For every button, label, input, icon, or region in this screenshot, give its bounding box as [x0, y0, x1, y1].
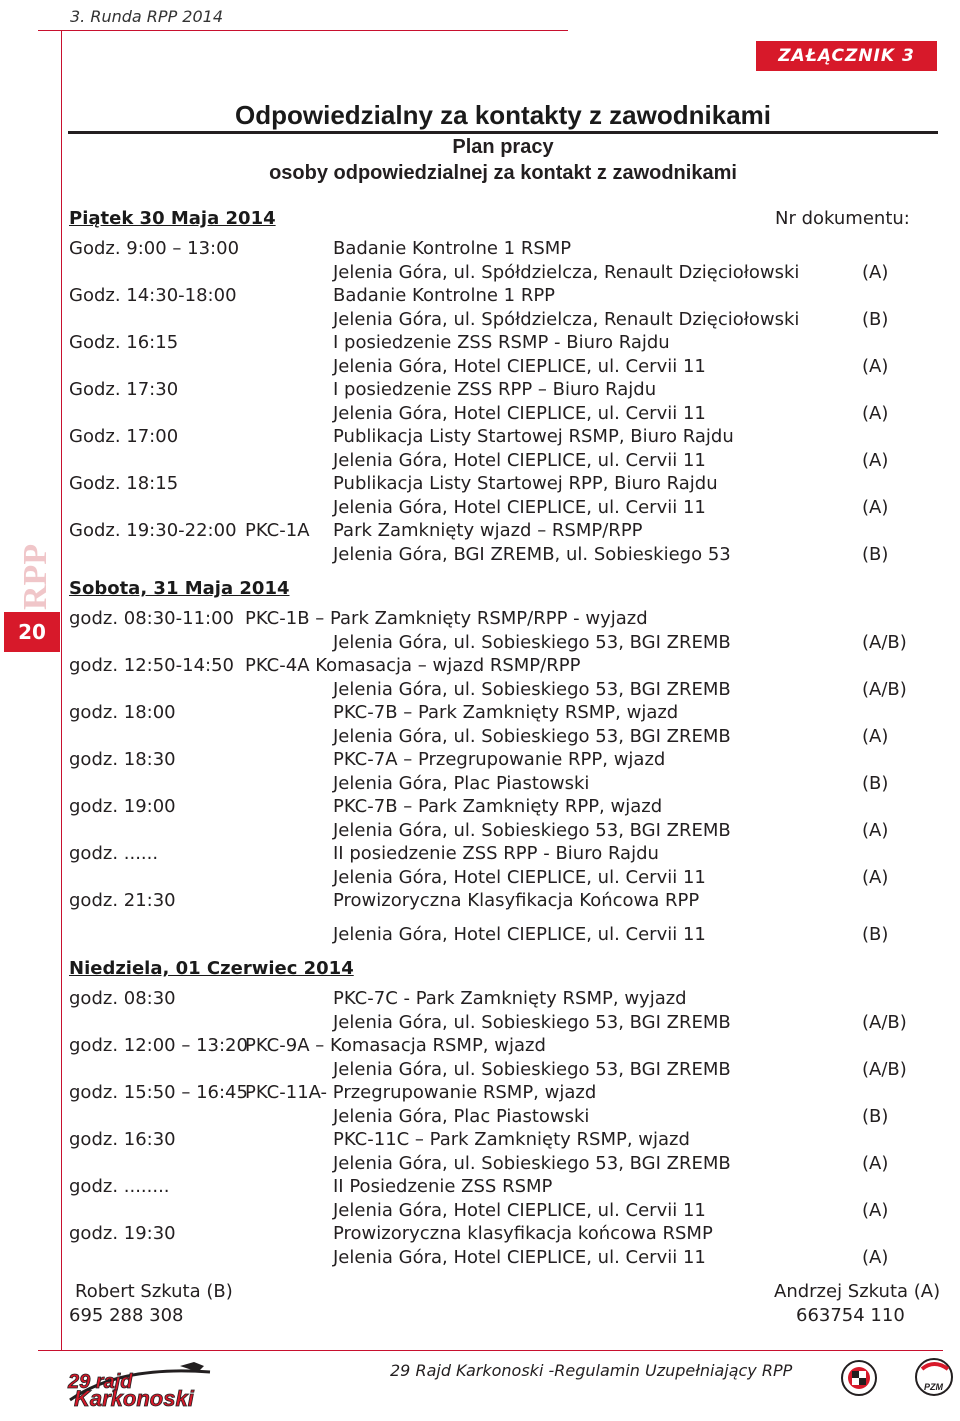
entry-responsible-tag: (A): [862, 497, 889, 518]
entry-responsible-tag: (A): [862, 1200, 889, 1221]
entry-time: godz. 18:30: [69, 749, 176, 770]
entry-location: Jelenia Góra, Hotel CIEPLICE, ul. Cervii 11: [333, 356, 706, 377]
svg-text:29 rajd: 29 rajd: [68, 1371, 133, 1393]
running-title: 3. Runda RPP 2014: [70, 7, 224, 26]
entry-location: Jelenia Góra, ul. Sobieskiego 53, BGI ZREMB: [333, 820, 731, 841]
entry-location: Jelenia Góra, Plac Piastowski: [333, 773, 590, 794]
entry-description: Publikacja Listy Startowej RPP, Biuro Rajdu: [333, 473, 718, 494]
entry-responsible-tag: (B): [862, 773, 889, 794]
entry-description: Prowizoryczna Klasyfikacja Końcowa RPP: [333, 890, 700, 911]
day-heading-friday: Piątek 30 Maja 2014: [69, 208, 276, 229]
entry-responsible-tag: (A): [862, 1247, 889, 1268]
entry-time: godz. 12:00 – 13:20: [69, 1035, 248, 1056]
entry-location: Jelenia Góra, Hotel CIEPLICE, ul. Cervii 11: [333, 450, 706, 471]
subtitle-person: osoby odpowiedzialnej za kontakt z zawodnikami: [269, 162, 737, 184]
entry-location: Jelenia Góra, Hotel CIEPLICE, ul. Cervii 11: [333, 924, 706, 945]
entry-responsible-tag: (A/B): [862, 1059, 907, 1080]
entry-responsible-tag: (B): [862, 309, 889, 330]
entry-location: Jelenia Góra, Hotel CIEPLICE, ul. Cervii 11: [333, 1247, 706, 1268]
title-rule: [68, 131, 938, 134]
entry-description: I posiedzenie ZSS RSMP - Biuro Rajdu: [333, 332, 670, 353]
entry-description: II Posiedzenie ZSS RSMP: [333, 1176, 553, 1197]
entry-responsible-tag: (A/B): [862, 632, 907, 653]
footer-rule: [38, 1350, 943, 1351]
svg-text:Karkonoski: Karkonoski: [74, 1386, 194, 1410]
svg-text:PZM: PZM: [924, 1382, 943, 1392]
entry-responsible-tag: (A): [862, 262, 889, 283]
entry-responsible-tag: (A): [862, 867, 889, 888]
entry-description: I posiedzenie ZSS RPP – Biuro Rajdu: [333, 379, 657, 400]
entry-description: PKC-11C – Park Zamknięty RSMP, wjazd: [333, 1129, 690, 1150]
entry-time: Godz. 18:15: [69, 473, 179, 494]
page-number: 20: [4, 612, 60, 652]
entry-responsible-tag: (A/B): [862, 1012, 907, 1033]
signature-left-name: Robert Szkuta (B): [75, 1281, 233, 1302]
entry-time: godz. 08:30-11:00: [69, 608, 234, 629]
signature-right-phone: 663754 110: [796, 1305, 905, 1326]
entry-time: godz. 21:30: [69, 890, 176, 911]
entry-description: Park Zamknięty wjazd – RSMP/RPP: [333, 520, 643, 541]
entry-checkpoint: PKC-11A- Przegrupowanie RSMP, wjazd: [245, 1082, 597, 1103]
entry-description: PKC-7A – Przegrupowanie RPP, wjazd: [333, 749, 666, 770]
entry-location: Jelenia Góra, ul. Spółdzielcza, Renault Dzięciołowski: [333, 309, 800, 330]
entry-time: Godz. 16:15: [69, 332, 179, 353]
entry-location: Jelenia Góra, ul. Sobieskiego 53, BGI ZREMB: [333, 726, 731, 747]
subtitle-plan: Plan pracy: [452, 136, 554, 158]
side-label: RPP: [17, 543, 54, 610]
entry-responsible-tag: (B): [862, 544, 889, 565]
entry-description: PKC-7B – Park Zamknięty RPP, wjazd: [333, 796, 663, 817]
entry-location: Jelenia Góra, ul. Sobieskiego 53, BGI ZREMB: [333, 1059, 731, 1080]
entry-description: Badanie Kontrolne 1 RSMP: [333, 238, 572, 259]
entry-responsible-tag: (A): [862, 726, 889, 747]
signature-right-name: Andrzej Szkuta (A): [774, 1281, 941, 1302]
emblem-logo: [838, 1358, 880, 1398]
entry-time: Godz. 17:30: [69, 379, 179, 400]
entry-responsible-tag: (B): [862, 924, 889, 945]
entry-description: Publikacja Listy Startowej RSMP, Biuro Rajdu: [333, 426, 734, 447]
header-rule: [38, 30, 568, 31]
entry-checkpoint: PKC-4A Komasacja – wjazd RSMP/RPP: [245, 655, 581, 676]
entry-description: Badanie Kontrolne 1 RPP: [333, 285, 556, 306]
entry-responsible-tag: (A): [862, 403, 889, 424]
entry-location: Jelenia Góra, ul. Sobieskiego 53, BGI ZREMB: [333, 632, 731, 653]
entry-checkpoint: PKC-9A – Komasacja RSMP, wjazd: [245, 1035, 546, 1056]
entry-location: Jelenia Góra, Hotel CIEPLICE, ul. Cervii 11: [333, 867, 706, 888]
entry-location: Jelenia Góra, Hotel CIEPLICE, ul. Cervii 11: [333, 497, 706, 518]
entry-description: PKC-7B – Park Zamknięty RSMP, wjazd: [333, 702, 679, 723]
entry-time: Godz. 9:00 – 13:00: [69, 238, 240, 259]
entry-description: Prowizoryczna klasyfikacja końcowa RSMP: [333, 1223, 713, 1244]
day-heading-sunday: Niedziela, 01 Czerwiec 2014: [69, 958, 354, 979]
entry-responsible-tag: (A): [862, 356, 889, 377]
entry-location: Jelenia Góra, Plac Piastowski: [333, 1106, 590, 1127]
margin-rule: [61, 30, 62, 1350]
entry-checkpoint: PKC-1A: [245, 520, 310, 541]
pzm-logo: [912, 1355, 957, 1397]
entry-location: Jelenia Góra, Hotel CIEPLICE, ul. Cervii 11: [333, 403, 706, 424]
entry-description: II posiedzenie ZSS RPP - Biuro Rajdu: [333, 843, 659, 864]
entry-time: Godz. 14:30-18:00: [69, 285, 237, 306]
entry-responsible-tag: (A): [862, 1153, 889, 1174]
entry-time: godz. 19:30: [69, 1223, 176, 1244]
entry-responsible-tag: (A): [862, 820, 889, 841]
entry-time: godz. 19:00: [69, 796, 176, 817]
entry-responsible-tag: (A/B): [862, 679, 907, 700]
footer-text: 29 Rajd Karkonoski -Regulamin Uzupełniający RPP: [390, 1361, 793, 1380]
signature-left-phone: 695 288 308: [69, 1305, 184, 1326]
page-title: Odpowiedzialny za kontakty z zawodnikami: [235, 100, 771, 130]
entry-time: Godz. 19:30-22:00: [69, 520, 237, 541]
entry-time: godz. ......: [69, 843, 159, 864]
entry-location: Jelenia Góra, Hotel CIEPLICE, ul. Cervii 11: [333, 1200, 706, 1221]
entry-location: Jelenia Góra, ul. Spółdzielcza, Renault Dzięciołowski: [333, 262, 800, 283]
rally-logo: [60, 1360, 235, 1410]
entry-time: godz. 18:00: [69, 702, 176, 723]
entry-location: Jelenia Góra, ul. Sobieskiego 53, BGI ZREMB: [333, 1012, 731, 1033]
entry-description: PKC-7C - Park Zamknięty RSMP, wyjazd: [333, 988, 687, 1009]
entry-location: Jelenia Góra, ul. Sobieskiego 53, BGI ZREMB: [333, 679, 731, 700]
entry-location: Jelenia Góra, BGI ZREMB, ul. Sobieskiego 53: [333, 544, 731, 565]
entry-location: Jelenia Góra, ul. Sobieskiego 53, BGI ZREMB: [333, 1153, 731, 1174]
entry-time: Godz. 17:00: [69, 426, 179, 447]
entry-time: godz. 08:30: [69, 988, 176, 1009]
entry-time: godz. 12:50-14:50: [69, 655, 234, 676]
entry-time: godz. ........: [69, 1176, 170, 1197]
entry-checkpoint: PKC-1B – Park Zamknięty RSMP/RPP - wyjazd: [245, 608, 648, 629]
entry-time: godz. 15:50 – 16:45: [69, 1082, 248, 1103]
entry-time: godz. 16:30: [69, 1129, 176, 1150]
attachment-badge: ZAŁĄCZNIK 3: [756, 41, 937, 71]
entry-responsible-tag: (B): [862, 1106, 889, 1127]
entry-responsible-tag: (A): [862, 450, 889, 471]
day-heading-saturday: Sobota, 31 Maja 2014: [69, 578, 290, 599]
document-number-label: Nr dokumentu:: [775, 208, 910, 229]
